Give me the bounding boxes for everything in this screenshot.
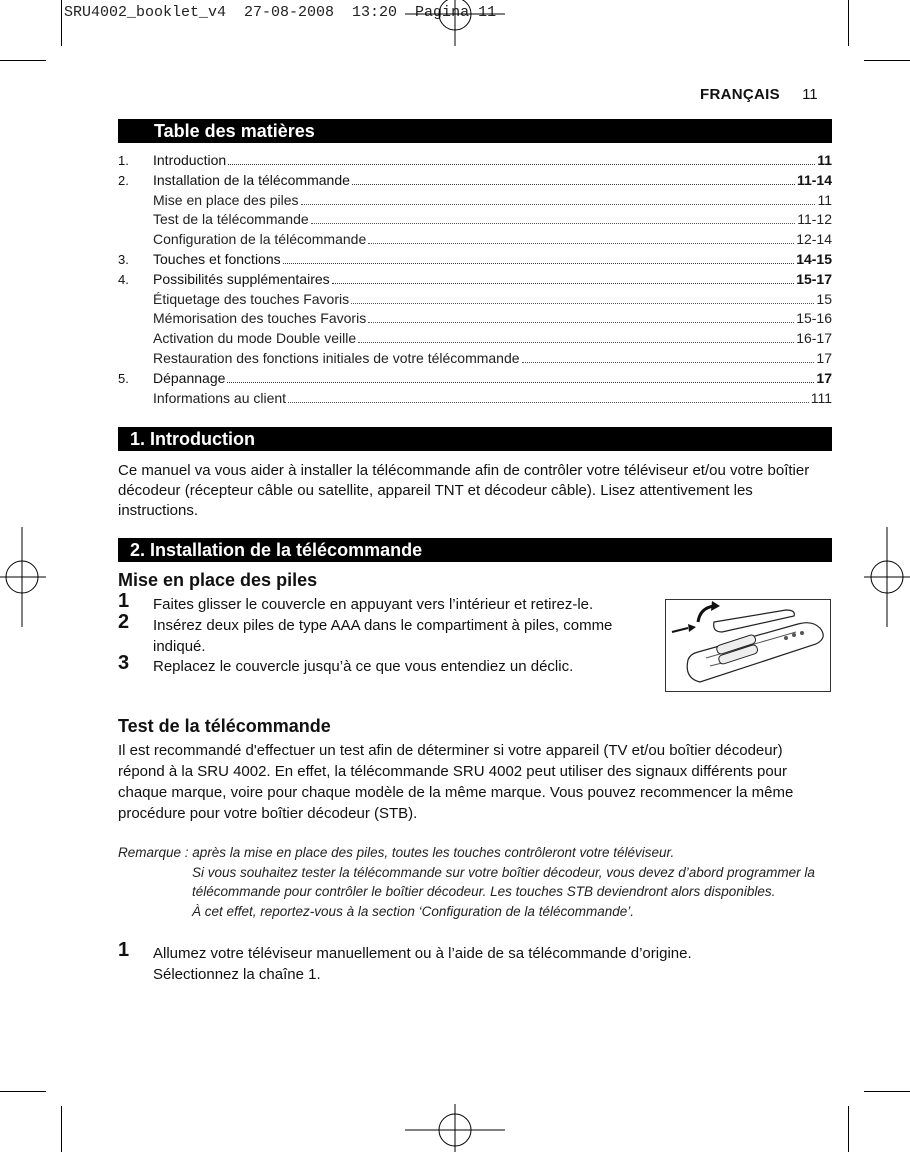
toc-entry-label: Activation du mode Double veille	[153, 330, 357, 347]
step-number: 1	[118, 590, 130, 612]
toc-entry-label: Informations au client	[153, 389, 287, 406]
toc-entry-label: Touches et fonctions	[153, 250, 281, 267]
crop-mark	[61, 0, 62, 46]
test-paragraph: Il est recommandé d'effectuer un test afin de déterminer si votre appareil (TV et/ou boîtier décodeur) répond à la SRU 4002. En effet, la télécommande SRU 4002 peut utiliser des signaux différents pour chaque marque, voire pour chaque modèle de la même marque. Vous pouvez recommencer la même procédure pour votre boîtier décodeur (STB).	[118, 742, 794, 822]
battery-step	[118, 652, 638, 677]
toc-entry	[118, 291, 832, 311]
toc-leader-dots	[352, 184, 795, 185]
toc-entry	[118, 172, 832, 192]
page-number: 11	[802, 86, 818, 103]
running-head	[700, 86, 818, 103]
toc-entry	[118, 211, 832, 231]
introduction-paragraph: Ce manuel va vous aider à installer la télécommande afin de contrôler votre téléviseur et/ou votre boîtier décodeur (récepteur câble ou satellite, appareil TNT et décodeur câble). Lisez attentivement les instructions.	[118, 462, 810, 519]
toc-entry-page: 15	[816, 290, 832, 307]
step-text: Faites glisser le couvercle en appuyant vers l’intérieur et retirez-le.	[153, 596, 594, 613]
toc-entry-page: 17	[816, 369, 832, 386]
toc-entry-page: 11-12	[797, 211, 832, 228]
toc-entry-page: 11	[817, 191, 832, 208]
toc-entry-number: 5.	[118, 370, 129, 386]
toc-leader-dots	[358, 342, 794, 343]
step-text: Sélectionnez la chaîne 1.	[153, 966, 321, 983]
toc-entry-page: 14-15	[796, 250, 832, 267]
crop-mark	[864, 60, 910, 61]
toc-entry-label: Mémorisation des touches Favoris	[153, 310, 367, 327]
registration-mark-icon	[0, 527, 50, 627]
toc-entry-label: Test de la télécommande	[153, 211, 309, 228]
remote-control-icon	[666, 600, 830, 691]
battery-step	[118, 590, 638, 615]
toc-entry-number: 3.	[118, 251, 129, 267]
battery-step	[118, 611, 618, 657]
toc-entry-page: 11-14	[796, 171, 832, 188]
registration-mark-icon	[405, 1104, 505, 1152]
toc-entry-page: 17	[816, 349, 832, 366]
toc-leader-dots	[288, 402, 809, 403]
toc-entry-page: 111	[810, 389, 832, 406]
toc-entry-page: 12-14	[796, 231, 832, 248]
toc-entry	[118, 350, 832, 370]
crop-mark	[848, 0, 849, 46]
toc-entry	[118, 271, 832, 291]
remark-line: À cet effet, reportez-vous à la section ‘Configuration de la télécommande’.	[192, 903, 634, 919]
toc-entry-label: Restauration des fonctions initiales de votre télécommande	[153, 349, 520, 366]
crop-mark	[864, 1091, 910, 1092]
toc-entry-label: Installation de la télécommande	[153, 171, 350, 188]
section-introduction-title: 1. Introduction	[118, 427, 832, 451]
toc-leader-dots	[368, 322, 794, 323]
step-number: 1	[118, 939, 130, 961]
toc-entry	[118, 390, 832, 410]
toc-entry	[118, 370, 832, 390]
toc-entry-page: 16-17	[796, 330, 832, 347]
toc-leader-dots	[311, 223, 796, 224]
toc-entry-number: 2.	[118, 172, 129, 188]
toc-entry-page: 11	[817, 152, 832, 168]
remark-note	[118, 843, 832, 921]
section-installation-title: 2. Installation de la télécommande	[118, 538, 832, 562]
step-number: 3	[118, 652, 130, 674]
toc-entry-number: 1.	[118, 153, 129, 168]
crop-mark	[0, 60, 46, 61]
toc-leader-dots	[301, 204, 816, 205]
toc-title: Table des matières	[118, 119, 832, 143]
test-step	[118, 939, 832, 985]
toc-entry-label: Possibilités supplémentaires	[153, 270, 330, 287]
toc-entry	[118, 330, 832, 350]
test-heading: Test de la télécommande	[118, 716, 331, 736]
toc-entry-number: 4.	[118, 271, 129, 287]
toc-entry	[118, 152, 832, 172]
toc-entry-page: 15-17	[796, 270, 832, 287]
toc-leader-dots	[228, 164, 815, 165]
crop-mark	[0, 1091, 46, 1092]
step-text: Replacez le couvercle jusqu’à ce que vous entendiez un déclic.	[153, 658, 574, 675]
toc-entry-label: Dépannage	[153, 369, 226, 386]
table-of-contents	[118, 152, 832, 409]
language-label: FRANÇAIS	[700, 86, 780, 103]
toc-leader-dots	[283, 263, 795, 264]
toc-leader-dots	[351, 303, 814, 304]
toc-entry	[118, 310, 832, 330]
step-number: 2	[118, 611, 130, 633]
print-slug: SRU4002_booklet_v4 27-08-2008 13:20 Pagina 11	[64, 4, 497, 21]
toc-leader-dots	[332, 283, 795, 284]
step-text: Allumez votre téléviseur manuellement ou à l’aide de sa télécommande d’origine.	[153, 945, 692, 962]
toc-entry-page: 15-16	[796, 310, 832, 327]
crop-mark	[848, 1106, 849, 1152]
toc-leader-dots	[368, 243, 794, 244]
toc-leader-dots	[227, 382, 814, 383]
toc-entry-label: Étiquetage des touches Favoris	[153, 290, 350, 307]
registration-mark-icon	[860, 527, 910, 627]
crop-mark	[61, 1106, 62, 1152]
toc-entry	[118, 192, 832, 212]
toc-entry-label: Mise en place des piles	[153, 191, 299, 208]
toc-entry-label: Configuration de la télécommande	[153, 231, 367, 248]
toc-leader-dots	[522, 362, 815, 363]
battery-illustration	[665, 599, 831, 692]
remark-line: Remarque : après la mise en place des piles, toutes les touches contrôleront votre téléviseur.	[118, 845, 675, 860]
toc-entry	[118, 231, 832, 251]
toc-entry-label: Introduction	[153, 152, 227, 168]
step-text: Insérez deux piles de type AAA dans le compartiment à piles, comme indiqué.	[153, 617, 613, 655]
batteries-heading: Mise en place des piles	[118, 570, 318, 590]
toc-entry	[118, 251, 832, 271]
remark-line: Si vous souhaitez tester la télécommande sur votre boîtier décodeur, vous devez d’abord programmer la télécommande pour contrôler le boîtier décodeur. Les touches STB deviendront alors disponibles.	[192, 864, 815, 899]
registration-mark-icon	[405, 0, 505, 50]
